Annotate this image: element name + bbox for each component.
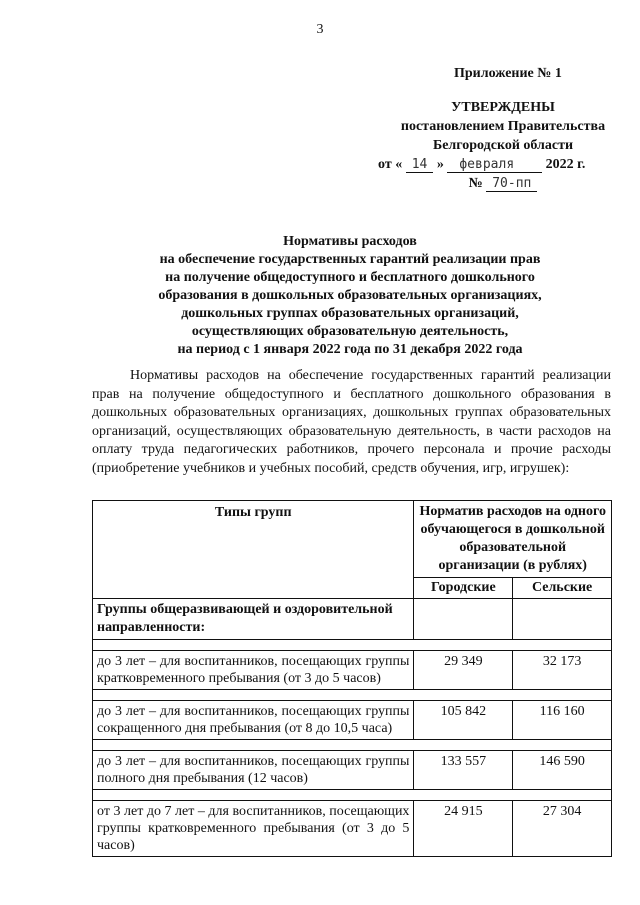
title-line-1: Нормативы расходов — [283, 234, 417, 249]
approved-heading: УТВЕРЖДЕНЫ — [451, 100, 555, 115]
intro-paragraph: Нормативы расходов на обеспечение государственных гарантий реализации прав на получение общедоступного и бесплатного дошкольного образования в дошкольных образовательных организациях, дошкольных группах образовательных организаций, осуществляющих образовательную деятельность, в части расходов на оплату труда педагогических работников, прочего персонала и прочие расходы (приобретение учебников и учебных пособий, средств обучения, игр, игрушек): — [92, 368, 611, 476]
group-heading-row — [93, 599, 612, 640]
date-year: 2022 г. — [545, 157, 586, 172]
page-number: 3 — [316, 22, 324, 37]
approval-date — [378, 155, 628, 174]
norms-table — [92, 500, 612, 857]
number-value: 70-пп — [486, 176, 537, 192]
table-header-row — [93, 501, 612, 578]
row-description: до 3 лет – для воспитанников, посещающих группы полного дня пребывания (12 часов) — [93, 751, 414, 790]
title-line-4: образования в дошкольных образовательных организациях, — [158, 288, 542, 303]
row-description: до 3 лет – для воспитанников, посещающих группы сокращенного дня пребывания (от 8 до 10,5 часа) — [93, 701, 414, 740]
row-description: до 3 лет – для воспитанников, посещающих группы кратковременного пребывания (от 3 до 5 часов) — [93, 651, 414, 690]
date-mid: » — [436, 157, 444, 172]
table-row — [93, 701, 612, 740]
row-urban-value: 29 349 — [414, 651, 513, 690]
date-month: февраля — [447, 157, 542, 173]
document-title — [90, 233, 610, 359]
header-group-types: Типы групп — [93, 501, 414, 599]
approval-line-2: Белгородской области — [432, 138, 574, 153]
table-row — [93, 651, 612, 690]
approval-block — [378, 98, 628, 193]
table-row — [93, 801, 612, 857]
approval-line-1: постановлением Правительства — [400, 119, 606, 134]
header-urban: Городские — [414, 578, 513, 599]
group-heading: Группы общеразвивающей и оздоровительной направленности: — [93, 599, 414, 640]
appendix-label: Приложение № 1 — [454, 66, 562, 81]
row-description: от 3 лет до 7 лет – для воспитанников, посещающих группы кратковременного пребывания (от 3 до 5 часов) — [93, 801, 414, 857]
title-line-5: дошкольных группах образовательных организаций, — [181, 306, 519, 321]
title-line-6: осуществляющих образовательную деятельность, — [191, 324, 509, 339]
header-norm: Норматив расходов на одного обучающегося в дошкольной образовательной организации (в рублях) — [414, 501, 612, 578]
title-line-3: на получение общедоступного и бесплатного дошкольного — [165, 270, 535, 285]
row-rural-value: 32 173 — [513, 651, 612, 690]
row-urban-value: 133 557 — [414, 751, 513, 790]
header-rural: Сельские — [513, 578, 612, 599]
row-urban-value: 24 915 — [414, 801, 513, 857]
title-line-2: на обеспечение государственных гарантий реализации прав — [159, 252, 541, 267]
number-prefix: № — [468, 176, 483, 191]
title-line-7: на период с 1 января 2022 года по 31 декабря 2022 года — [177, 342, 523, 357]
row-rural-value: 116 160 — [513, 701, 612, 740]
date-prefix: от « — [378, 157, 403, 172]
row-rural-value: 27 304 — [513, 801, 612, 857]
approval-number — [378, 174, 628, 193]
row-rural-value: 146 590 — [513, 751, 612, 790]
empty-cell — [513, 599, 612, 640]
date-day: 14 — [406, 157, 434, 173]
empty-cell — [414, 599, 513, 640]
table-row — [93, 751, 612, 790]
row-urban-value: 105 842 — [414, 701, 513, 740]
